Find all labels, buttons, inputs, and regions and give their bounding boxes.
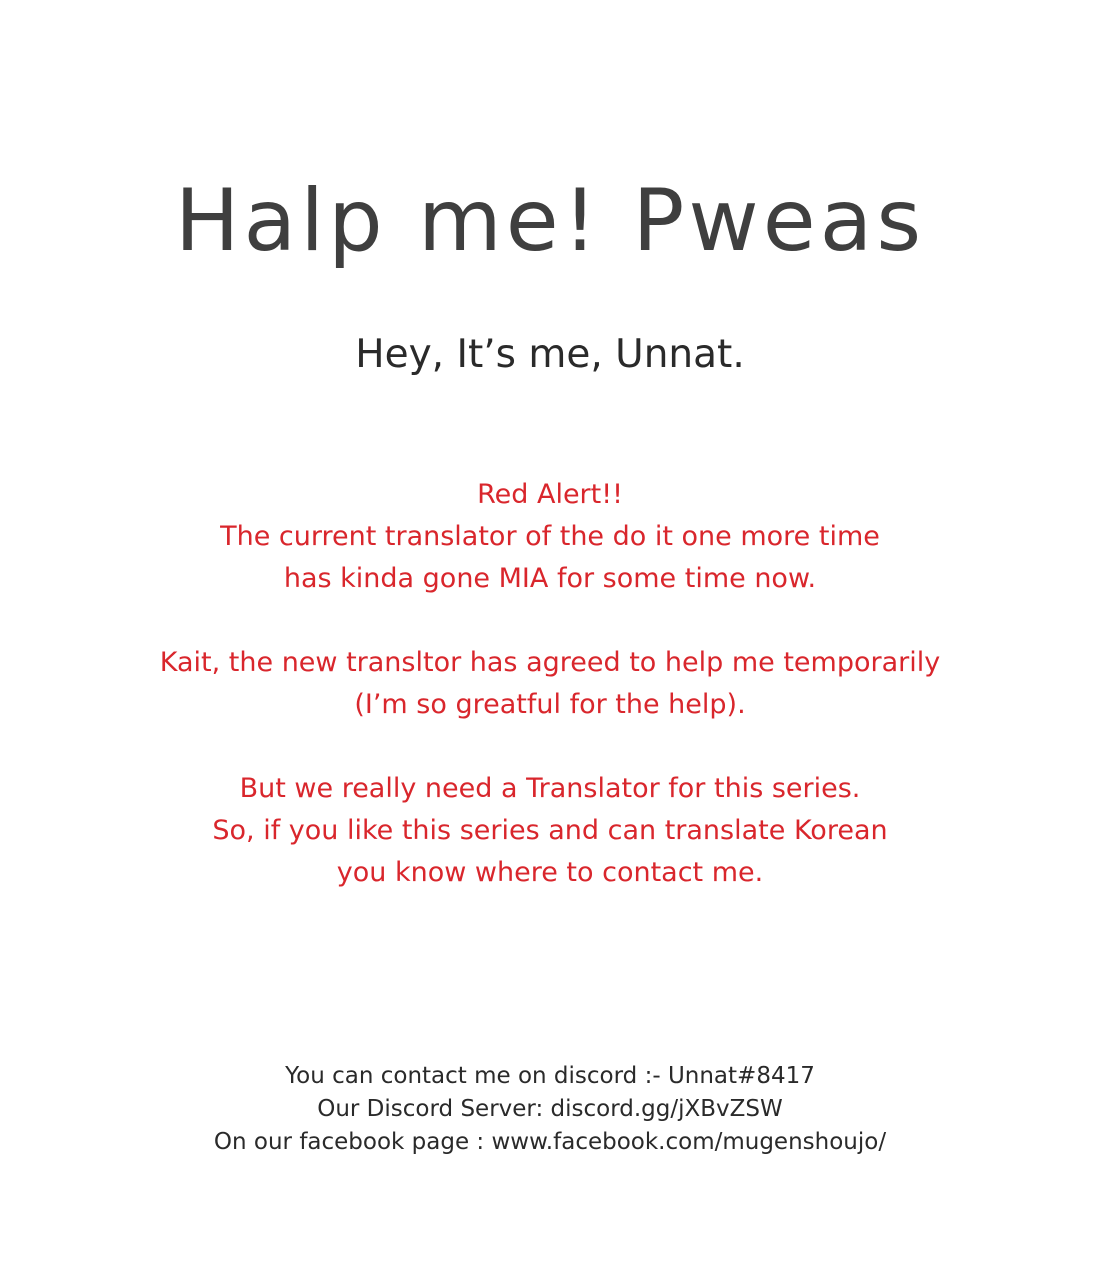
alert-line: has kinda gone MIA for some time now. [283, 563, 817, 594]
alert-line: you know where to contact me. [336, 857, 764, 888]
page-title: Halp me! Pweas [174, 170, 926, 271]
alert-message [0, 474, 1100, 894]
paragraph-gap [0, 600, 1100, 642]
alert-line: The current translator of the do it one more time [220, 521, 880, 552]
alert-heading: Red Alert!! [477, 479, 623, 510]
alert-line: Kait, the new transltor has agreed to help me temporarily [159, 647, 941, 678]
discord-server-line: Our Discord Server: discord.gg/jXBvZSW [317, 1096, 783, 1122]
discord-contact-line: You can contact me on discord :- Unnat#8417 [285, 1063, 815, 1089]
paragraph-gap [0, 726, 1100, 768]
alert-line: So, if you like this series and can translate Korean [212, 815, 888, 846]
greeting-text: Hey, It’s me, Unnat. [355, 332, 745, 377]
contact-info [0, 1060, 1100, 1159]
alert-line: But we really need a Translator for this series. [239, 773, 861, 804]
facebook-page-line: On our facebook page : www.facebook.com/mugenshoujo/ [213, 1129, 887, 1155]
alert-line: (I’m so greatful for the help). [354, 689, 746, 720]
